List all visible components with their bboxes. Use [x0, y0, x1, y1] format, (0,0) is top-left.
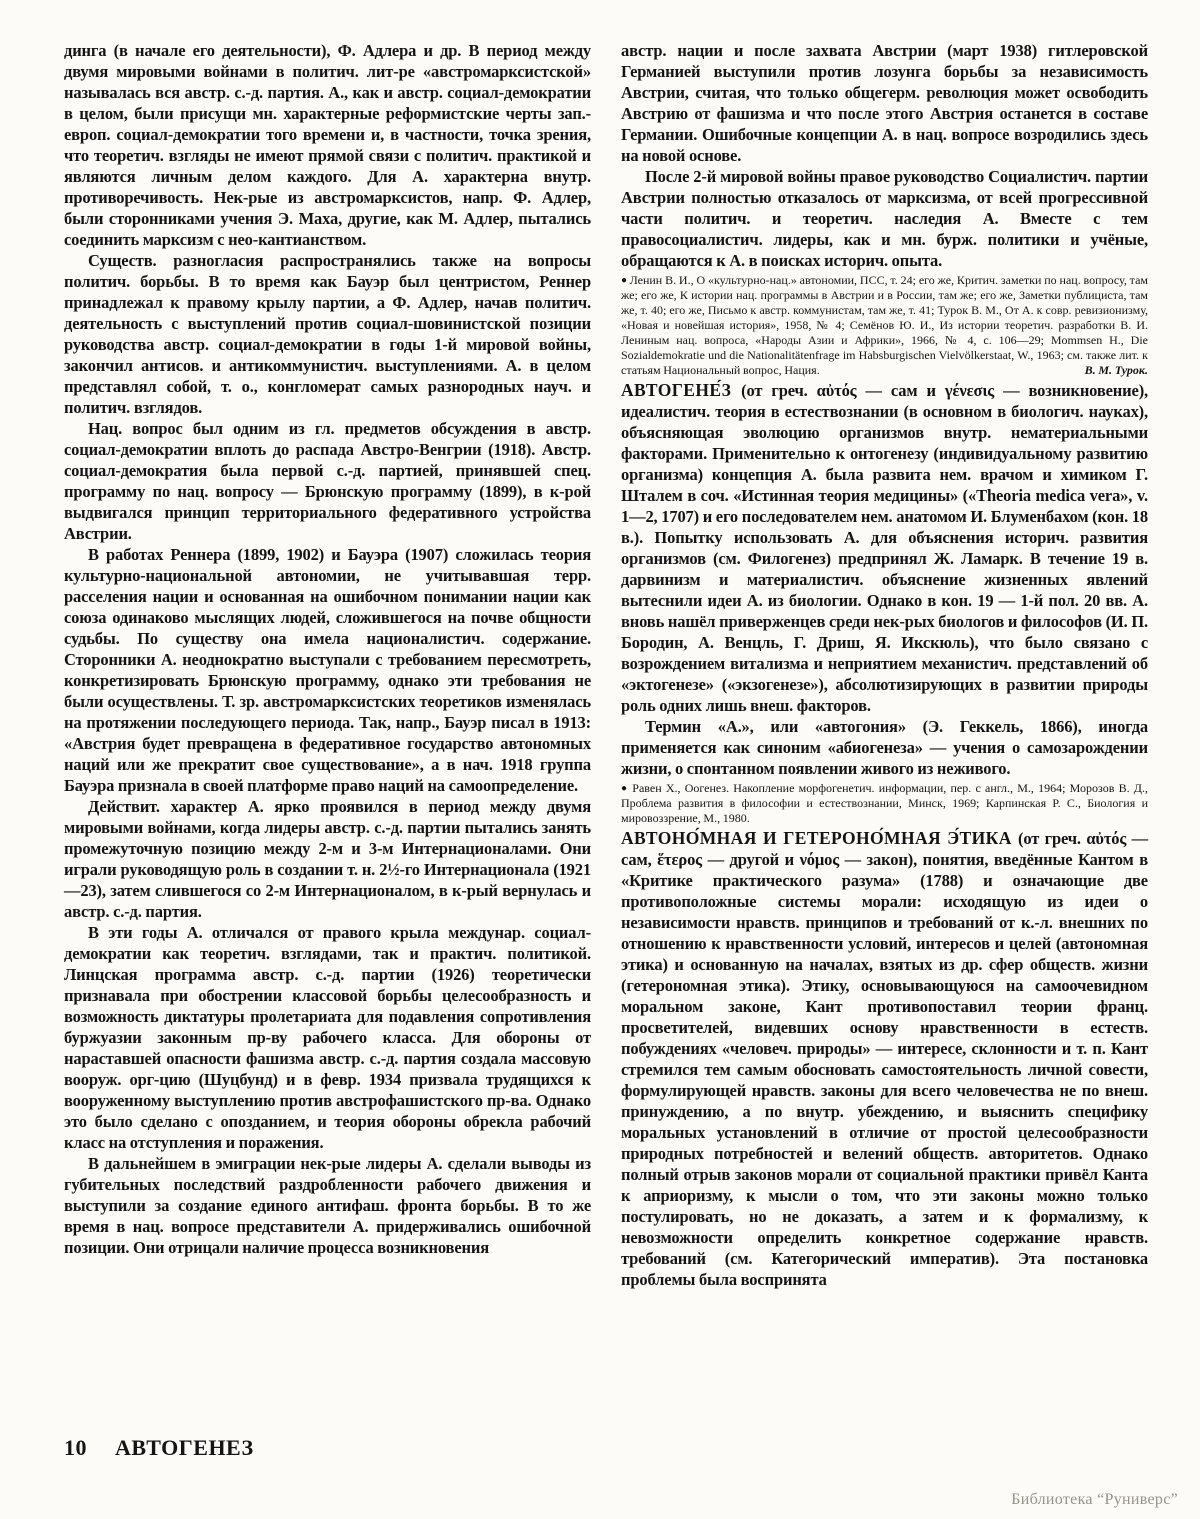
text-columns: [64, 40, 1148, 1290]
author-signature: В. М. Турок.: [1084, 363, 1148, 377]
body-paragraph: Нац. вопрос был одним из гл. предметов обсуждения в австр. социал-демократии вплоть до распада Австро-Венгрии (1918). Австр. социал-демократия была первой с.-д. партией, принявшей спец. программу по нац. вопросу — Брюнскую программу (1899), в к-рой выдвигался принцип территориального федеративного устройства Австрии.: [64, 419, 591, 543]
body-paragraph: В дальнейшем в эмиграции нек-рые лидеры А. сделали выводы из губительных последствий раздробленности рабочего движения и выступили за создание единого антифаш. фронта борьбы. В то же время в нац. вопросе представители А. придерживались ошибочной позиции. Они отрицали наличие процесса возникновения: [64, 1154, 591, 1257]
article-headword: АВТОНО́МНАЯ И ГЕТЕРОНО́МНАЯ Э́ТИКА: [621, 828, 1019, 848]
running-title: АВТОГЕНЕЗ: [115, 1435, 254, 1460]
body-paragraph: австр. нации и после захвата Австрии (март 1938) гитлеровской Германией выступили против лозунга борьбы за независимость Австрии, считая, что только общегерм. революция может освободить Австрию от фашизма и что после этого Австрия останется в составе Германии. Ошибочные концепции А. в нац. вопросе возродились здесь на новой основе.: [621, 41, 1148, 165]
body-paragraph: динга (в начале его деятельности), Ф. Адлера и др. В период между двумя мировыми войнами в политич. лит-ре «австромарксистской» называлась вся австр. с.-д. партия. А., как и австр. социал-демократии в целом, были присущи мн. характерные реформистские черты зап.-европ. социал-демократии того времени и, в частности, точка зрения, что теоретич. взгляды не имеют прямой связи с политич. практикой и являются личным делом каждого. Для А. характерна внутр. противоречивость. Нек-рые из австромарксистов, напр. Ф. Адлер, были сторонниками учения Э. Маха, другие, как М. Адлер, пытались соединить марксизм с нео-кантианством.: [64, 41, 591, 249]
bibliography-bullet-icon: ●: [621, 275, 630, 286]
page-number: 10: [64, 1435, 87, 1460]
page-footer: [64, 1435, 254, 1461]
bibliography-paragraph: ● Равен Х., Оогенез. Накопление морфогенетич. информации, пер. с англ., М., 1964; Морозов В. Д., Проблема развития в философии и естествознании, Минск, 1969; Карпинская Р. С., Биология и мировоззрение, М., 1980.: [621, 781, 1148, 825]
article-paragraph: АВТОГЕНЕ́З (от греч. αὐτός — сам и γένεσις — возникновение), идеалистич. теория в естествознании (в основном в биологич. науках), объясняющая эволюцию организмов внутр. нематериальными факторами. Применительно к онтогенезу (индивидуальному развитию организма) концепция А. была развита нем. врачом и химиком Г. Шталем в соч. «Истинная теория медицины» («Theoria medica vera», v. 1—2, 1707) и его последователем нем. анатомом И. Блуменбахом (кон. 18 в.). Попытку использовать А. для объяснения историч. развития организмов (см. Филогенез) предпринял Ж. Ламарк. В течение 19 в. дарвинизм и материалистич. объяснение жизненных явлений вытеснили идеи А. из биологии. Однако в кон. 19 — 1-й пол. 20 вв. А. вновь нашёл приверженцев среди нек-рых биологов и философов (И. П. Бородин, А. Венцль, Г. Дриш, Я. Икскюль), что было связано с возрождением витализма и неприятием механистич. представлений об «эктогенезе» («экзогенезе»), абсолютизирующих в развитии природы роль одних лишь внеш. факторов.: [621, 380, 1149, 715]
library-watermark: Библиотека “Руниверс”: [1011, 1491, 1178, 1508]
body-paragraph: Существ. разногласия распространялись также на вопросы политич. борьбы. В то время как Бауэр был центристом, Реннер принадлежал к правому крылу партии, а Ф. Адлер, начав политич. деятельность с выступлений против социал-шовинистской позиции руководства австр. социал-демократии в годы 1-й мировой войны, закончил антисов. и антикоммунистич. выступлениями. А. в целом представлял собой, т. о., конгломерат самых разнородных науч. и политич. взглядов.: [64, 251, 591, 417]
bibliography-paragraph: ● Ленин В. И., О «культурно-нац.» автономии, ПСС, т. 24; его же, Критич. заметки по нац. вопросу, там же; его же, К истории нац. программы в Австрии и в России, там же; его же, Заметки публициста, там же, т. 40; его же, Письмо к австр. коммунистам, там же, т. 41; Турок В. М., От А. к совр. ревизионизму, «Новая и новейшая история», 1958, № 4; Семёнов Ю. И., Из истории теоретич. разработки В. И. Лениным нац. вопроса, «Народы Азии и Африки», 1966, № 4, с. 106—29; Mommsen H., Die Sozialdemokratie und die Nationalitätenfrage im Habsburgischen Vielvölkerstaat, W., 1963; см. также лит. к статьям Национальный вопрос, Нация. В. М. Турок.: [621, 273, 1148, 377]
article-headword: АВТОГЕНЕ́З: [621, 380, 742, 400]
right-column: [621, 40, 1148, 1290]
body-paragraph: Действит. характер А. ярко проявился в период между двумя мировыми войнами, когда лидеры австр. с.-д. партии пытались занять промежуточную позицию между 2-м и 3-м Интернационалами. Они играли руководящую роль в создании т. н. 2½-го Интернационала (1921—23), затем слившегося со 2-м Интернационалом, в к-рый вернулась и австр. с.-д. партия.: [64, 797, 591, 921]
bibliography-bullet-icon: ●: [621, 783, 633, 794]
body-paragraph: В работах Реннера (1899, 1902) и Бауэра (1907) сложилась теория культурно-национальной автономии, не учитывавшая терр. расселения нации и основанная на ошибочном понимании нации как союза одинаково мыслящих людей, сложившегося на почве общности судьбы. По существу она имела националистич. содержание. Сторонники А. неоднократно выступали с требованием пересмотреть, конкретизировать Брюнскую программу, однако эти требования не были осуществлены. Т. зр. австромарксистских теоретиков изменялась на протяжении последующего периода. Так, напр., Бауэр писал в 1913: «Австрия будет превращена в федеративное государство автономных наций или же прекратит свое существование», а в нач. 1918 группа Бауэра признала в своей платформе право наций на самоопределение.: [64, 545, 591, 795]
left-column: [64, 40, 591, 1290]
article-paragraph: АВТОНО́МНАЯ И ГЕТЕРОНО́МНАЯ Э́ТИКА (от греч. αὐτός — сам, ἕτερος — другой и νόμος — закон), понятия, введённые Кантом в «Критике практического разума» (1788) и означающие две противоположные системы морали: исходящую из идеи о независимости нравств. принципов и требований от к.-л. внешних по отношению к нравственности условий, интересов и целей (автономная этика) и основанную на началах, взятых из др. сфер обществ. жизни (гетерономная этика). Этику, основывающуюся на самоочевидном моральном законе, Кант противопоставил теории франц. просветителей, видевших основу нравственности в естеств. побуждениях «человеч. природы» — интересе, склонности и т. п. Кант стремился тем самым обосновать самостоятельность личной совести, формулирующей нравств. законы для всего человечества не по внеш. принуждению, а по внутр. убеждению, и выяснить специфику моральных установлений в отличие от простой целесообразности природных потребностей и велений обществ. авторитетов. Однако полный отрыв законов морали от социальной практики привёл Канта к априоризму, к мысли о том, что эти законы можно только постулировать, но не доказать, а затем и к формализму, к невозможности определить конкретное содержание нравств. требований (см. Категорический императив). Эта постановка проблемы была воспринята: [621, 828, 1148, 1289]
body-paragraph: После 2-й мировой войны правое руководство Социалистич. партии Австрии полностью отказалось от марксизма, от всей прогрессивной части политич. и теоретич. наследия А. Вместе с тем правосоциалистич. лидеры, как и мн. бурж. политики и учёные, обращаются к А. в поисках историч. опыта.: [621, 167, 1148, 270]
body-paragraph: В эти годы А. отличался от правого крыла междунар. социал-демократии как теоретич. взглядами, так и практич. политикой. Линцская программа австр. с.-д. партии (1926) теоретически признавала при обострении классовой борьбы целесообразность и возможность диктатуры пролетариата для подавления сопротивления буржуазии законным пр-ву рабочего класса. Для обороны от нараставшей опасности фашизма австр. с.-д. партия создала массовую вооруж. орг-цию (Шуцбунд) и в февр. 1934 призвала трудящихся к вооруженному выступлению против австрофашистского пр-ва. Однако это было сделано с опозданием, и теория обороны обрекла рабочий класс на отступления и поражения.: [64, 923, 591, 1152]
body-paragraph: Термин «А.», или «автогония» (Э. Геккель, 1866), иногда применяется как синоним «абиогенеза» — учения о самозарождении жизни, о спонтанном появлении живого из неживого.: [621, 717, 1148, 778]
